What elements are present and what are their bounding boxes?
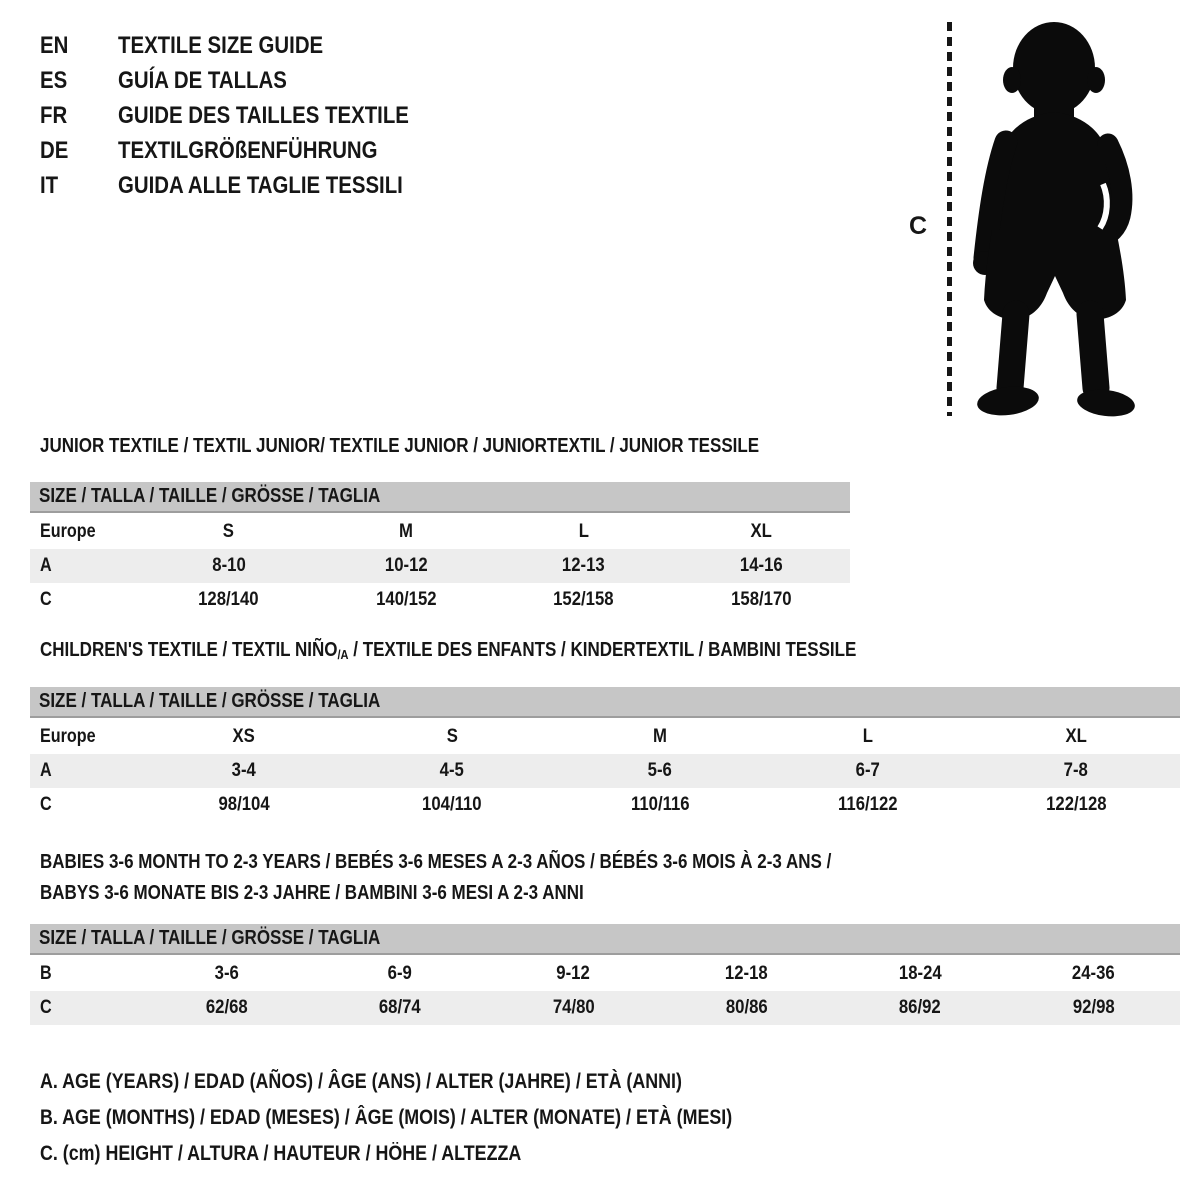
legend-height-cm-text: C. (cm) HEIGHT / ALTURA / HAUTEUR / HÖHE / ALTEZZA: [40, 1142, 522, 1165]
row-label: [30, 555, 140, 577]
cell-value: 6-7: [855, 760, 881, 781]
cell-value: M: [653, 726, 667, 747]
size-cell: [764, 726, 972, 748]
cell-value: 74/80: [552, 997, 595, 1018]
legend-age-months-text: B. AGE (MONTHS) / EDAD (MESES) / ÂGE (MOIS) / ALTER (MONATE) / ETÀ (MESI): [40, 1106, 733, 1129]
table-row-europe: [30, 720, 1180, 754]
language-code-text: FR: [40, 101, 68, 129]
age-cell: [487, 963, 660, 985]
cell-value: 128/140: [198, 589, 259, 610]
cell-value: 7-8: [1063, 760, 1089, 781]
cell-value: S: [223, 521, 235, 542]
babies-title-line2: [40, 878, 971, 909]
cell-value: 9-12: [556, 963, 591, 984]
height-measure-label: C: [909, 212, 928, 240]
babies-title-line1: [40, 847, 971, 878]
legend-age-years-text: A. AGE (YEARS) / EDAD (AÑOS) / ÂGE (ANS) / ALTER (JAHRE) / ETÀ (ANNI): [40, 1070, 682, 1093]
size-cell: [673, 521, 851, 543]
age-cell: [660, 963, 833, 985]
cell-value: 68/74: [379, 997, 421, 1018]
title-part: CHILDREN'S TEXTILE / TEXTIL NIÑO: [40, 639, 338, 661]
row-label: [30, 794, 140, 816]
height-cell: [313, 997, 486, 1019]
guide-title-de: TEXTILGRÖßENFÜHRUNG: [118, 136, 378, 164]
row-label: [30, 963, 140, 985]
size-cell: [140, 521, 318, 543]
cell-value: 8-10: [212, 555, 246, 576]
title-part: / TEXTILE DES ENFANTS / KINDERTEXTIL / BAMBINI TESSILE: [348, 639, 857, 661]
language-code-text: EN: [40, 31, 69, 59]
cell-value: M: [399, 521, 414, 542]
size-cell: [495, 521, 673, 543]
children-size-table: [30, 720, 1180, 822]
height-cell: [140, 589, 318, 611]
age-cell: [556, 760, 764, 782]
row-label: [30, 589, 140, 611]
size-header-text: SIZE / TALLA / TAILLE / GRÖSSE / TAGLIA: [39, 927, 381, 949]
babies-title-line2-text: BABYS 3-6 MONATE BIS 2-3 JAHRE / BAMBINI 3-6 MESI A 2-3 ANNI: [40, 882, 584, 904]
cell-value: L: [862, 726, 874, 747]
language-row-de: [40, 133, 460, 168]
cell-value: 12-13: [562, 555, 606, 576]
age-cell: [140, 555, 318, 577]
row-label: [30, 726, 140, 748]
babies-size-header-bar: [30, 924, 1180, 955]
cell-value: 5-6: [647, 760, 673, 781]
language-code-text: DE: [40, 136, 69, 164]
age-cell: [1007, 963, 1180, 985]
height-cell: [495, 589, 673, 611]
cell-value: 10-12: [384, 555, 428, 576]
language-row-it: [40, 168, 460, 203]
row-label: [30, 997, 140, 1019]
cell-value: 122/128: [1045, 794, 1107, 815]
height-cell: [140, 997, 313, 1019]
height-cell: [318, 589, 496, 611]
junior-size-header-bar: [30, 482, 850, 513]
age-cell: [833, 963, 1006, 985]
junior-section-title-text: JUNIOR TEXTILE / TEXTIL JUNIOR/ TEXTILE JUNIOR / JUNIORTEXTIL / JUNIOR TESSILE: [40, 435, 760, 457]
cell-value: 3-4: [231, 760, 257, 781]
height-cell: [972, 794, 1180, 816]
age-cell: [318, 555, 496, 577]
table-row-age-years: [30, 549, 850, 583]
language-title-list: [40, 28, 460, 203]
row-label-text: B: [40, 963, 52, 984]
junior-size-table: [30, 515, 850, 617]
cell-value: 140/152: [376, 589, 437, 610]
age-cell: [313, 963, 486, 985]
legend-age-years: [40, 1064, 854, 1100]
table-row-europe: [30, 515, 850, 549]
table-row-height-cm: [30, 583, 850, 617]
row-label: [30, 521, 140, 543]
cell-value: 24-36: [1071, 963, 1115, 984]
cell-value: 3-6: [214, 963, 239, 984]
language-row-en: [40, 28, 460, 63]
height-cell: [140, 794, 348, 816]
language-code: [40, 67, 118, 95]
row-label-text: A: [40, 555, 52, 576]
height-cell: [1007, 997, 1180, 1019]
cell-value: 104/110: [422, 794, 482, 815]
age-cell: [972, 760, 1180, 782]
guide-title-fr: GUIDE DES TAILLES TEXTILE: [118, 101, 409, 129]
table-row-age-years: [30, 754, 1180, 788]
cell-value: 86/92: [899, 997, 941, 1018]
cell-value: 18-24: [898, 963, 942, 984]
height-cell: [764, 794, 972, 816]
cell-value: 4-5: [439, 760, 465, 781]
row-label-text: C: [40, 589, 52, 610]
age-cell: [764, 760, 972, 782]
language-code: [40, 137, 118, 165]
cell-value: XS: [232, 726, 256, 747]
language-code: [40, 102, 118, 130]
age-cell: [140, 963, 313, 985]
row-label-text: C: [40, 997, 52, 1018]
guide-title-en: TEXTILE SIZE GUIDE: [118, 31, 324, 59]
table-row-age-months: [30, 957, 1180, 991]
table-row-height-cm: [30, 991, 1180, 1025]
size-cell: [140, 726, 348, 748]
language-row-fr: [40, 98, 460, 133]
row-label-text: Europe: [40, 726, 96, 747]
row-label-text: A: [40, 760, 52, 781]
size-cell: [318, 521, 496, 543]
legend-age-months: [40, 1100, 854, 1136]
cell-value: 14-16: [739, 555, 783, 576]
cell-value: 12-18: [725, 963, 769, 984]
size-cell: [556, 726, 764, 748]
toddler-silhouette-icon: [962, 16, 1147, 420]
cell-value: 152/158: [553, 589, 614, 610]
language-code: [40, 32, 118, 60]
children-section-title-text: [40, 639, 856, 662]
height-cell: [833, 997, 1006, 1019]
cell-value: 80/86: [725, 997, 768, 1018]
cell-value: 110/116: [630, 794, 690, 815]
cell-value: XL: [750, 521, 772, 542]
age-cell: [140, 760, 348, 782]
row-label-text: C: [40, 794, 52, 815]
size-header-text: SIZE / TALLA / TAILLE / GRÖSSE / TAGLIA: [39, 485, 381, 507]
age-cell: [348, 760, 556, 782]
size-header-text: SIZE / TALLA / TAILLE / GRÖSSE / TAGLIA: [39, 690, 381, 712]
children-section-title: [40, 639, 1000, 662]
cell-value: 98/104: [218, 794, 270, 815]
age-cell: [495, 555, 673, 577]
row-label: [30, 760, 140, 782]
title-part-subscript: /A: [337, 647, 349, 662]
babies-section-title: [40, 847, 971, 909]
cell-value: 116/122: [838, 794, 898, 815]
cell-value: 158/170: [731, 589, 792, 610]
cell-value: 92/98: [1072, 997, 1115, 1018]
table-row-height-cm: [30, 788, 1180, 822]
height-cell: [556, 794, 764, 816]
cell-value: S: [446, 726, 458, 747]
cell-value: L: [578, 521, 589, 542]
cell-value: 6-9: [387, 963, 413, 984]
size-cell: [348, 726, 556, 748]
language-code-text: ES: [40, 66, 68, 94]
measurement-legend: [40, 1064, 854, 1172]
cell-value: XL: [1065, 726, 1087, 747]
age-cell: [673, 555, 851, 577]
babies-title-line1-text: BABIES 3-6 MONTH TO 2-3 YEARS / BEBÉS 3-6 MESES A 2-3 AÑOS / BÉBÉS 3-6 MOIS À 2-3 ANS /: [40, 851, 832, 873]
row-label-text: Europe: [40, 521, 96, 542]
children-size-header-bar: [30, 687, 1180, 718]
language-code: [40, 172, 118, 200]
height-measure-dashed-line: [947, 22, 952, 416]
language-row-es: [40, 63, 460, 98]
height-cell: [673, 589, 851, 611]
legend-height-cm: [40, 1136, 854, 1172]
height-cell: [660, 997, 833, 1019]
babies-size-table: [30, 957, 1180, 1025]
size-cell: [972, 726, 1180, 748]
language-code-text: IT: [40, 171, 59, 199]
junior-section-title: [40, 435, 886, 458]
height-cell: [487, 997, 660, 1019]
height-cell: [348, 794, 556, 816]
guide-title-es: GUÍA DE TALLAS: [118, 66, 287, 94]
cell-value: 62/68: [205, 997, 248, 1018]
guide-title-it: GUIDA ALLE TAGLIE TESSILI: [118, 171, 403, 199]
